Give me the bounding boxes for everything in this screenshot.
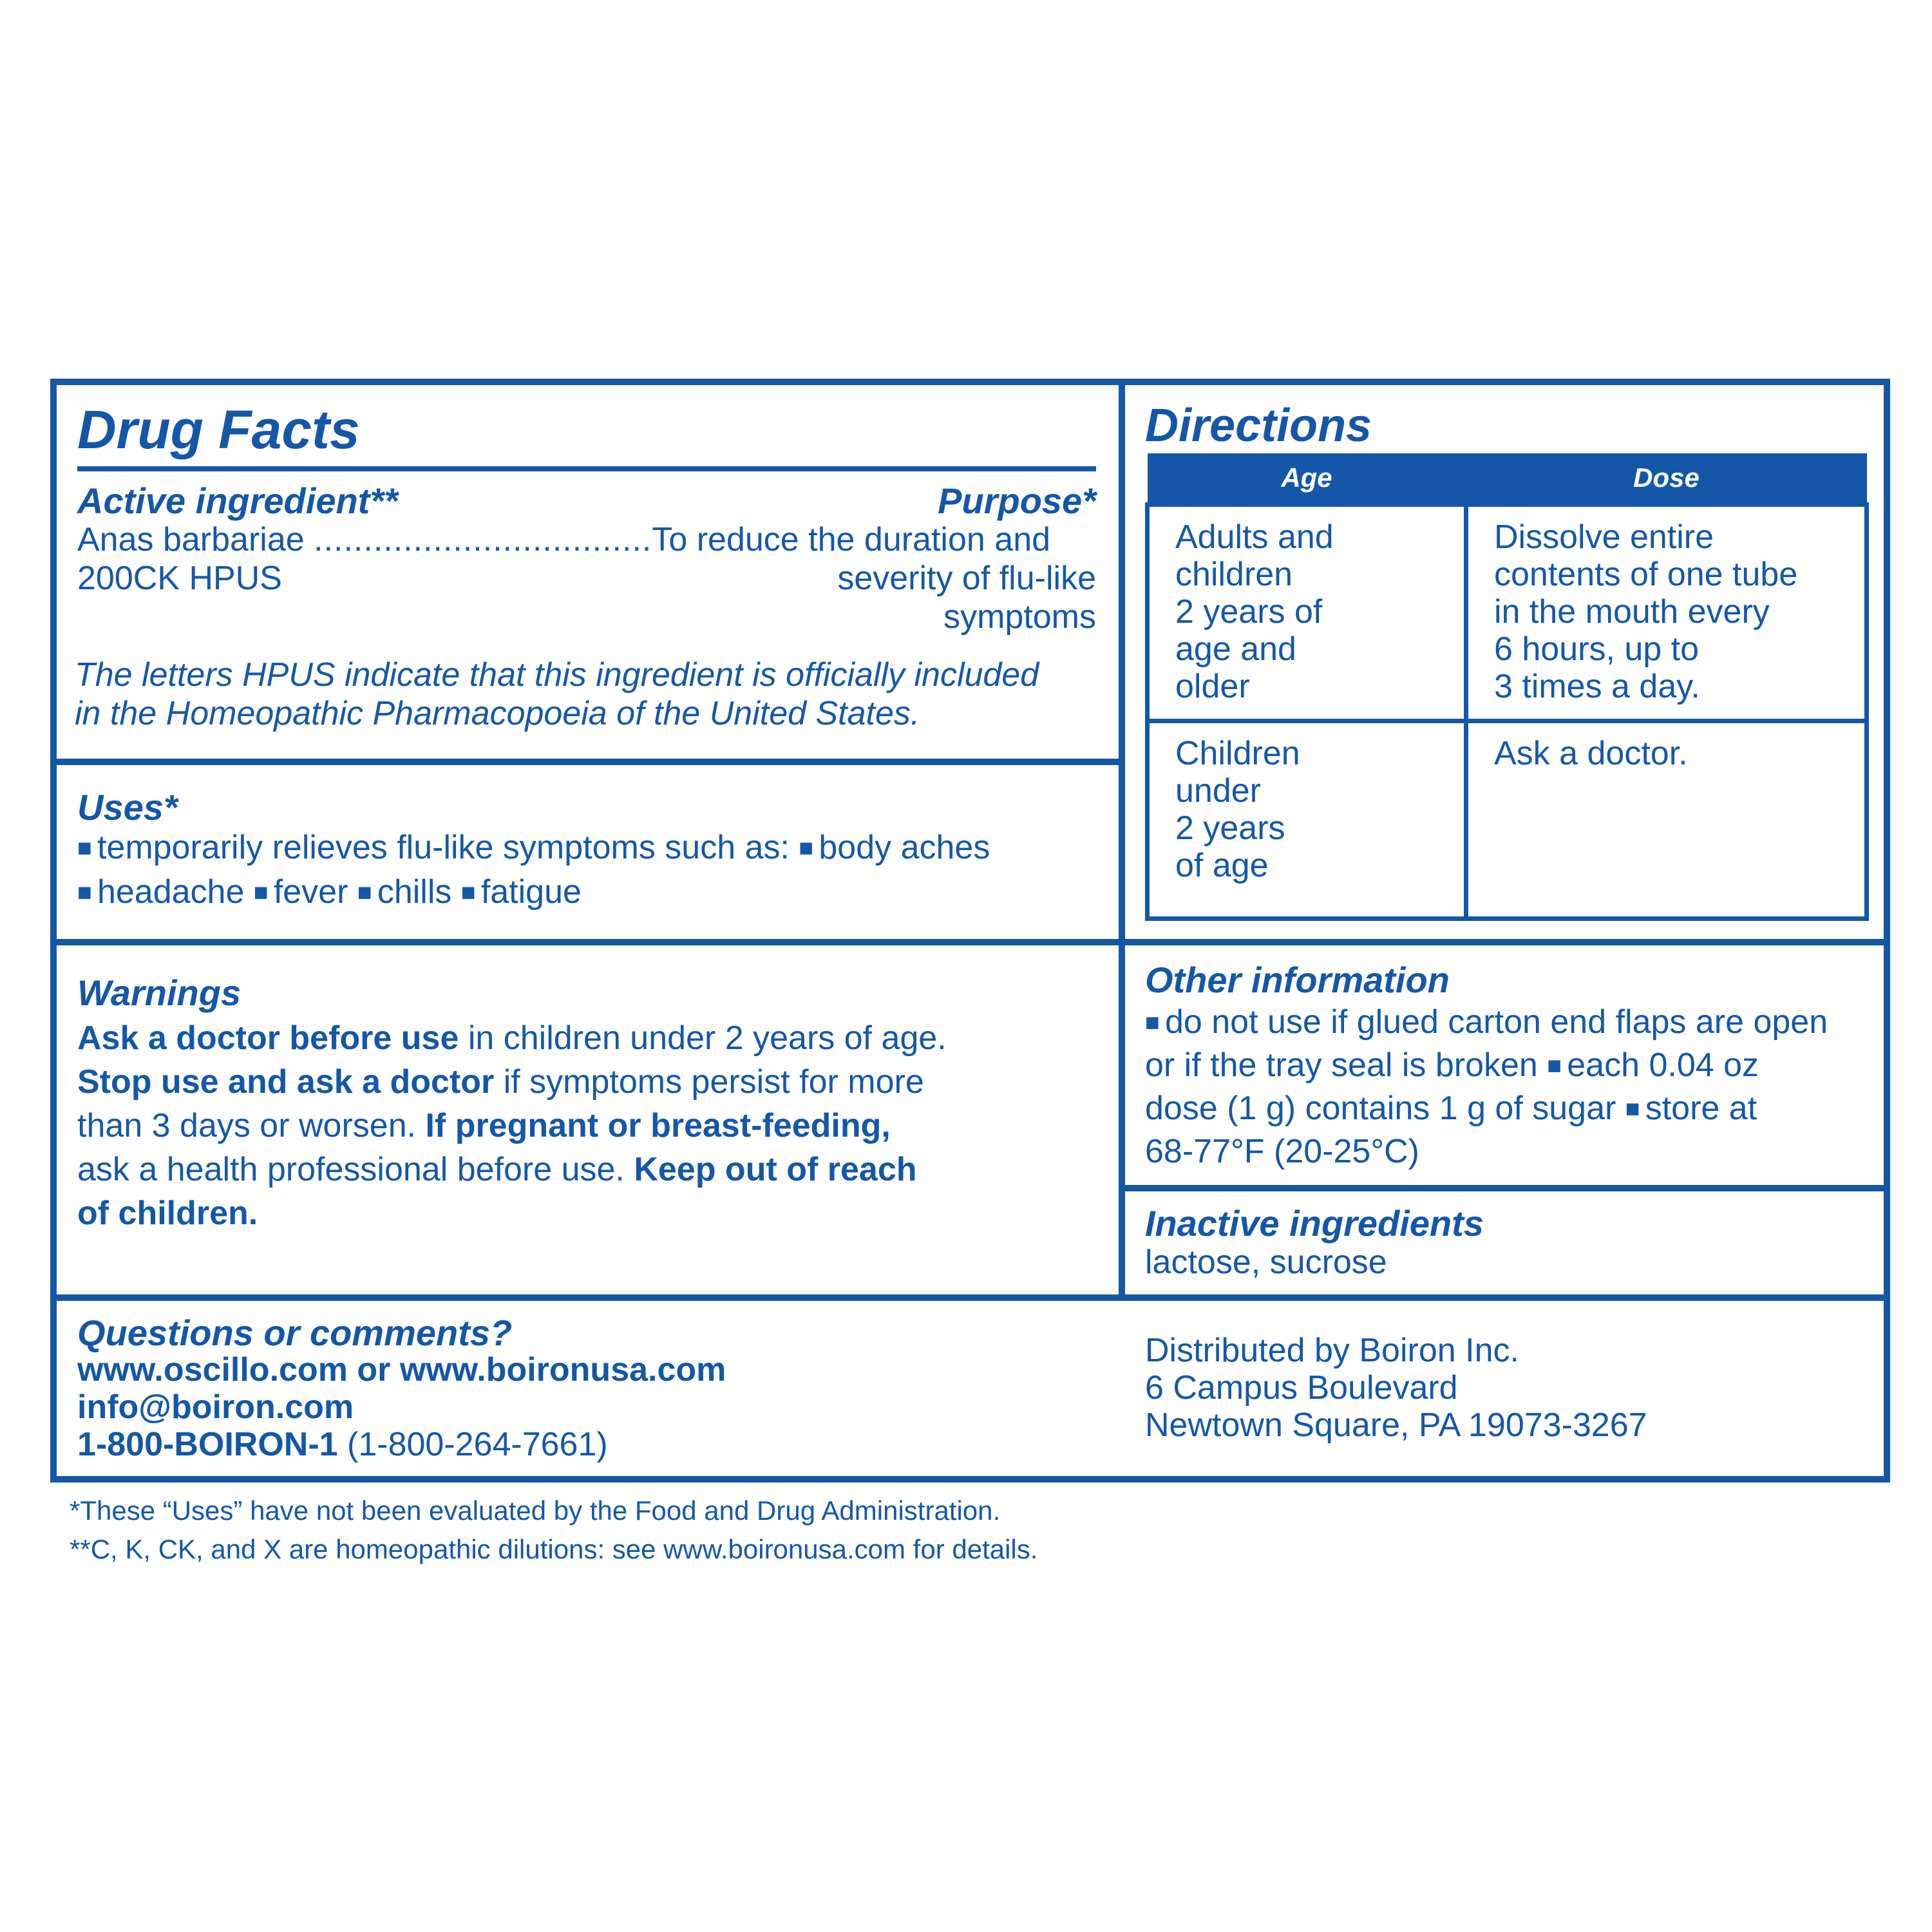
table-row [1148,721,1867,919]
hpus-note: The letters HPUS indicate that this ingredient is officially included in the Homeopathic Pharmacopoeia of the United States. [75,656,1039,732]
other-info-divider [1119,1185,1890,1191]
ingredient-potency: 200CK HPUS [77,560,282,597]
warnings-text: Ask a doctor before use in children under 2 years of age. Stop use and ask a doctor if symptoms persist for more than 3 days or worsen. If pregnant or breast-feeding, ask a health professional before use. Keep out of reach of children. [77,1019,947,1232]
website-link[interactable]: www.oscillo.com or www.boironusa.com [77,1351,726,1388]
title-rule [77,466,1096,471]
warnings-heading: Warnings [77,972,242,1013]
inactive-heading: Inactive ingredients [1145,1203,1484,1244]
center-divider [1119,379,1125,1298]
phone-number: 1-800-BOIRON-1 [77,1426,338,1463]
email-link[interactable]: info@boiron.com [77,1388,354,1426]
directions-heading: Directions [1145,400,1372,451]
other-info-heading: Other information [1145,960,1450,1000]
ingredient-name: Anas barbariae ..................................To reduce the duration and [77,521,1051,558]
footnote-uses: *These “Uses” have not been evaluated by the Food and Drug Administration. [70,1495,1001,1526]
age-column-header: Age [1148,453,1466,505]
dose-cell: Dissolve entire contents of one tube in the mouth every 6 hours, up to 3 times a day. [1466,505,1867,721]
active-ingredient-heading: Active ingredient** [77,480,398,521]
table-row [1148,505,1867,721]
footnote-dilutions: **C, K, CK, and X are homeopathic dilutions: see www.boironusa.com for details. [70,1534,1038,1564]
age-cell: Adults and children 2 years of age and older [1148,505,1466,721]
uses-text: ■ temporarily relieves flu-like symptoms such as: ■ body aches ■ headache ■ fever ■ chills ■ fatigue [77,826,990,914]
questions-heading: Questions or comments? [77,1312,513,1353]
dose-cell: Ask a doctor. [1466,721,1867,919]
distributor-info: Distributed by Boiron Inc. 6 Campus Boulevard Newtown Square, PA 19073-3267 [1145,1332,1647,1444]
dose-column-header: Dose [1466,453,1867,505]
uses-divider [50,939,1890,945]
purpose-line3: symptoms [943,598,1096,636]
age-cell: Children under 2 years of age [1148,721,1466,919]
inactive-text: lactose, sucrose [1145,1244,1387,1281]
ingredient-divider [50,759,1125,765]
contact-info: www.oscillo.com or www.boironusa.com info@boiron.com 1-800-BOIRON-1 (1-800-264-7661) [77,1351,726,1463]
directions-table [1145,453,1869,921]
drug-facts-title: Drug Facts [77,399,360,460]
uses-heading: Uses* [77,787,178,828]
purpose-line2: severity of flu-like [837,560,1096,597]
purpose-heading: Purpose* [938,480,1096,521]
other-info-text: ■ do not use if glued carton end flaps are open or if the tray seal is broken ■ each 0.04 oz dose (1 g) contains 1 g of sugar ■ store at 68-77°F (20-25°C) [1145,1001,1828,1173]
bottom-divider [50,1294,1890,1301]
